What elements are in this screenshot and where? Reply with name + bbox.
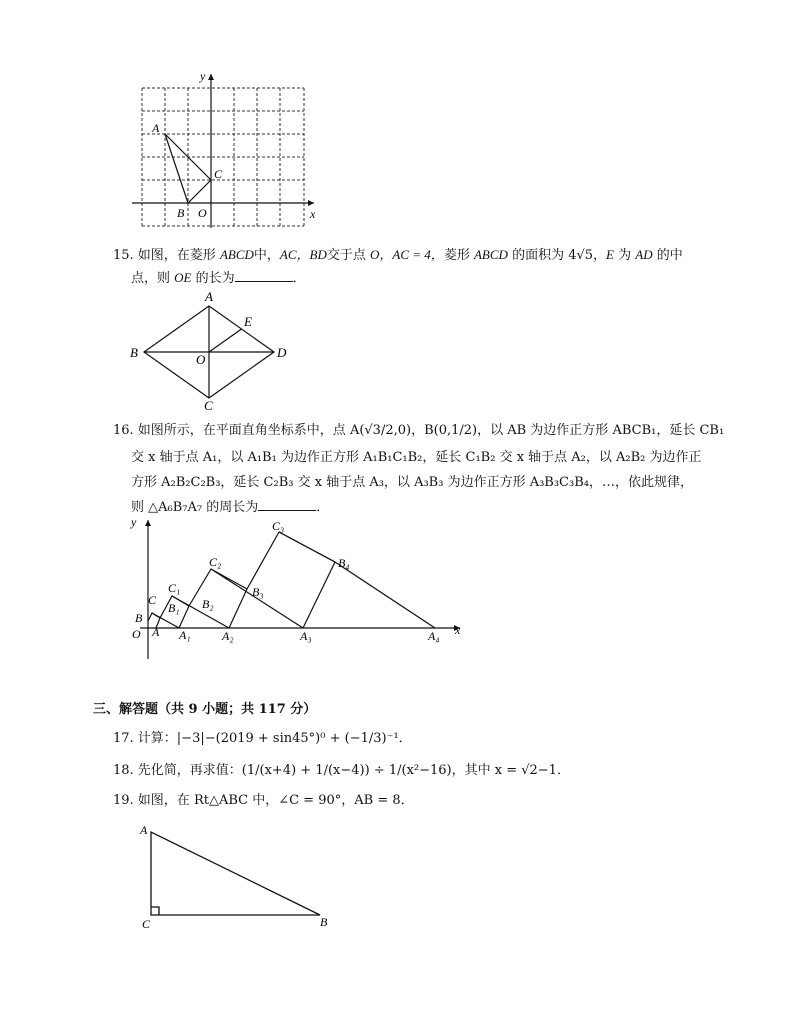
section-title: 三、解答题（共 9 小题；共 117 分） xyxy=(93,702,317,717)
q18-text: 18. 先化简，再求值：(1/(x+4) + 1/(x−4)) ÷ 1/(x²−16)，其中 x = √2−1． xyxy=(113,763,570,778)
fig16-label-o: O xyxy=(132,627,141,641)
q14-figure xyxy=(128,68,328,228)
rhombus xyxy=(144,306,274,398)
y-arrow xyxy=(208,74,214,80)
q17-text: 17. 计算：|−3|−(2019 + sin45°)⁰ + (−1/3)⁻¹． xyxy=(113,731,412,746)
fig16-label-a: A xyxy=(152,625,160,639)
fig16-label-b4: B₄ xyxy=(338,556,350,570)
squares xyxy=(148,532,435,628)
fig16-label-a4: A₄ xyxy=(428,629,440,643)
fig14-label-a: A xyxy=(152,121,160,135)
fig15-label-a: A xyxy=(205,289,213,304)
q15-answer-blank[interactable] xyxy=(235,269,293,282)
y-arrow xyxy=(145,520,151,526)
q16-line4: 则 △A₆B₇A₇ 的周长为 ． xyxy=(131,500,330,515)
q19-text: 19. 如图，在 Rt△ABC 中，∠C = 90°，AB = 8． xyxy=(113,793,414,808)
q16-figure xyxy=(128,514,468,664)
q16-line3: 方形 A₂B₂C₂B₃，延长 C₂B₃ 交 x 轴于点 A₃，以 A₃B₃ 为边作正方形 A₃B₃C₃B₄，…，依此规律， xyxy=(131,475,693,490)
fig16-label-b1: B₁ xyxy=(168,601,180,615)
x-arrow xyxy=(308,200,314,206)
fig15-label-c: C xyxy=(204,398,213,412)
q16-line2: 交 x 轴于点 A₁，以 A₁B₁ 为边作正方形 A₁B₁C₁B₂，延长 C₁B₂ 交 x 轴于点 A₂，以 A₂B₂ 为边作正 xyxy=(131,450,702,465)
fig16-label-b2: B₂ xyxy=(202,597,214,611)
fig16-label-a3: A₃ xyxy=(300,629,312,643)
fig15-label-e: E xyxy=(244,314,252,329)
fig16-label-b: B xyxy=(135,611,143,625)
fig16-label-x: x xyxy=(455,623,461,637)
fig16-label-c2: C₂ xyxy=(209,555,222,569)
right-angle-mark xyxy=(151,907,159,915)
fig19-label-b: B xyxy=(320,915,328,929)
q19-figure xyxy=(134,818,344,932)
fig16-label-c3: C₃ xyxy=(272,519,285,533)
right-triangle xyxy=(151,832,320,915)
fig14-label-c: C xyxy=(214,167,223,181)
fig14-label-b: B xyxy=(177,206,185,220)
fig16-label-b3: B₃ xyxy=(252,585,264,599)
fig19-label-c: C xyxy=(142,917,151,931)
q15-figure xyxy=(124,288,294,412)
fig16-label-a1: A₁ xyxy=(179,628,191,642)
fig14-label-y: y xyxy=(200,69,206,83)
q16-answer-blank[interactable] xyxy=(258,498,316,511)
fig16-label-c1: C₁ xyxy=(168,581,181,595)
fig16-label-y: y xyxy=(131,515,137,529)
q16-line1: 16. 如图所示，在平面直角坐标系中，点 A(√3/2,0)，B(0,1/2)，以 AB 为边作正方形 ABCB₁，延长 CB₁ xyxy=(113,423,725,438)
q15-line2: 点，则 OE 的长为 ． xyxy=(131,270,306,286)
fig15-label-b: B xyxy=(130,345,138,360)
q15-line1: 15. 如图，在菱形 ABCD中，AC，BD交于点 O，AC = 4，菱形 ABCD 的面积为 4√5，E 为 AD 的中 xyxy=(113,247,683,263)
grid xyxy=(142,88,304,226)
fig14-label-x: x xyxy=(310,207,316,221)
fig16-label-a2: A₂ xyxy=(222,629,234,643)
fig15-label-o: O xyxy=(196,352,206,367)
axes xyxy=(132,74,314,228)
fig19-label-a: A xyxy=(140,823,148,837)
fig16-label-c: C xyxy=(148,593,157,607)
fig14-label-o: O xyxy=(198,206,207,220)
fig15-label-d: D xyxy=(277,345,287,360)
